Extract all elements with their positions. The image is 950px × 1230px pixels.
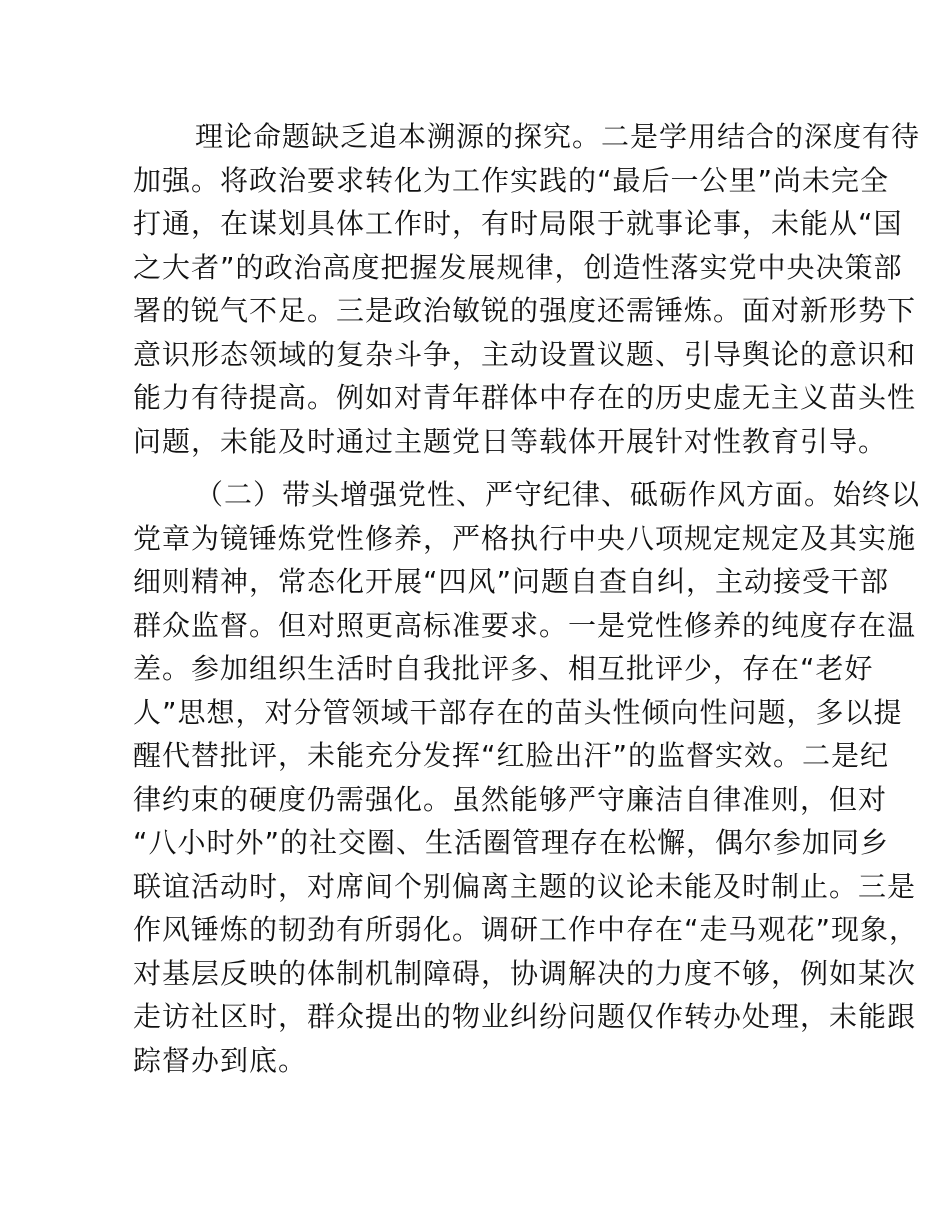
text-line: 意识形态领域的复杂斗争，主动设置议题、引导舆论的意识和 bbox=[133, 337, 917, 371]
text-line: 问题，未能及时通过主题党日等载体开展针对性教育引导。 bbox=[133, 424, 888, 458]
text-line: 踪督办到底。 bbox=[133, 1043, 308, 1077]
text-line: 联谊活动时，对席间个别偏离主题的议论未能及时制止。三是 bbox=[133, 869, 917, 903]
text-line: 对基层反映的体制机制障碍，协调解决的力度不够，例如某次 bbox=[133, 956, 917, 990]
section-heading-line: （二）带头增强党性、严守纪律、砥砺作风方面。始终以 bbox=[195, 478, 921, 511]
text-line: 之大者”的政治高度把握发展规律，创造性落实党中央决策部 bbox=[133, 250, 903, 284]
text-line: 律约束的硬度仍需强化。虽然能够严守廉洁自律准则，但对 bbox=[133, 782, 888, 816]
text-line: 作风锤炼的韧劲有所弱化。调研工作中存在“走马观花”现象， bbox=[133, 913, 919, 946]
text-line: 署的锐气不足。三是政治敏锐的强度还需锤炼。面对新形势下 bbox=[133, 294, 917, 327]
text-line: 走访社区时，群众提出的物业纠纷问题仅作转办处理，未能跟 bbox=[133, 1000, 917, 1033]
paragraph-2 bbox=[133, 473, 921, 1082]
document-page bbox=[133, 115, 921, 1092]
text-line: 人”思想，对分管领域干部存在的苗头性倾向性问题，多以提 bbox=[133, 695, 903, 729]
text-line: 打通，在谋划具体工作时，有时局限于就事论事，未能从“国 bbox=[133, 207, 903, 240]
text-line: 醒代替批评，未能充分发挥“红脸出汗”的监督实效。二是纪 bbox=[133, 739, 890, 772]
text-line: 加强。将政治要求转化为工作实践的“最后一公里”尚未完全 bbox=[133, 163, 890, 197]
text-line: 差。参加组织生活时自我批评多、相互批评少，存在“老好 bbox=[133, 652, 874, 685]
text-line: 理论命题缺乏追本溯源的探究。二是学用结合的深度有待 bbox=[195, 120, 921, 153]
text-line: 能力有待提高。例如对青年群体中存在的历史虚无主义苗头性 bbox=[133, 381, 917, 414]
text-line: 细则精神，常态化开展“四风”问题自查自纠，主动接受干部 bbox=[133, 565, 890, 598]
paragraph-1 bbox=[133, 115, 921, 463]
text-line: 群众监督。但对照更高标准要求。一是党性修养的纯度存在温 bbox=[133, 608, 917, 642]
text-line: “八小时外”的社交圈、生活圈管理存在松懈，偶尔参加同乡 bbox=[133, 826, 890, 859]
text-line: 党章为镜锤炼党性修养，严格执行中央八项规定规定及其实施 bbox=[133, 521, 917, 555]
